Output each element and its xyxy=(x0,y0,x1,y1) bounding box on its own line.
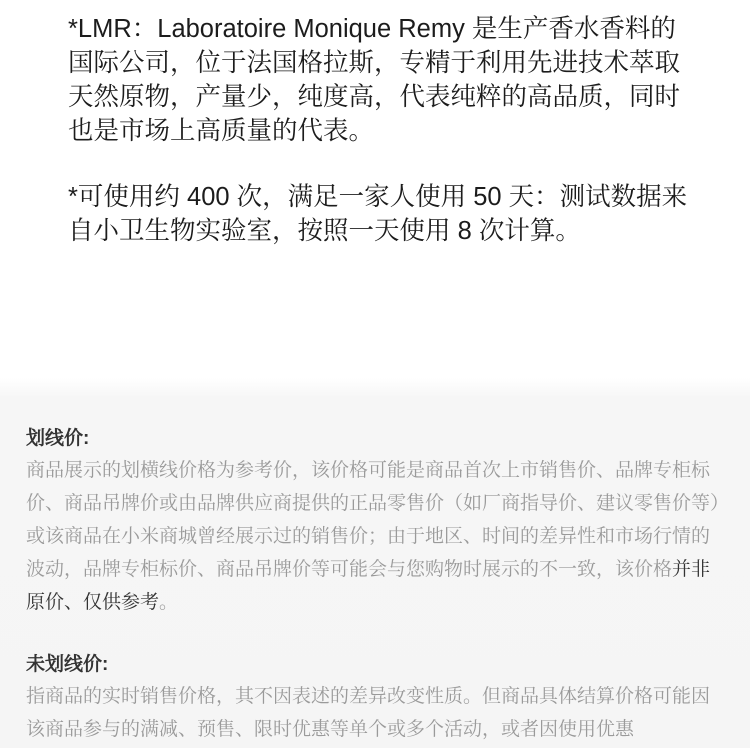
strikethrough-body-text: 商品展示的划横线价格为参考价，该价格可能是商品首次上市销售价、品牌专柜标价、商品吊牌价或由品牌供应商提供的正品零售价（如厂商指导价、建议零售价等）或该商品在小米商城曾经展示过的销售价；由于地区、时间的差异性和市场行情的波动，品牌专柜标价、商品吊牌价等可能会与您购物时展示的不一致，该价格 xyxy=(26,460,720,580)
not-original-price-emphasis: 并非原价、仅供参考 xyxy=(26,559,711,613)
non-strikethrough-price-body: 指商品的实时销售价格，其不因表述的差异改变性质。但商品具体结算价格可能因该商品参与的满减、预售、限时优惠等单个或多个活动，或者因使用优惠 xyxy=(26,686,711,740)
usage-note: *可使用约 400 次，满足一家人使用 50 天：测试数据来自小卫生物实验室，按照一天使用 8 次计算。 xyxy=(68,183,688,245)
strikethrough-body-end: 。 xyxy=(159,592,179,613)
price-disclaimer xyxy=(0,378,750,748)
strikethrough-price-title: 划线价: xyxy=(26,428,90,449)
lmr-note: *LMR：Laboratoire Monique Remy 是生产香水香料的国际公司，位于法国格拉斯，专精于利用先进技术萃取天然原物，产量少，纯度高，代表纯粹的高品质，同时也是市场上高质量的代表。 xyxy=(68,15,681,145)
strikethrough-price-body xyxy=(26,454,726,619)
non-strikethrough-price-title: 未划线价: xyxy=(26,654,109,675)
